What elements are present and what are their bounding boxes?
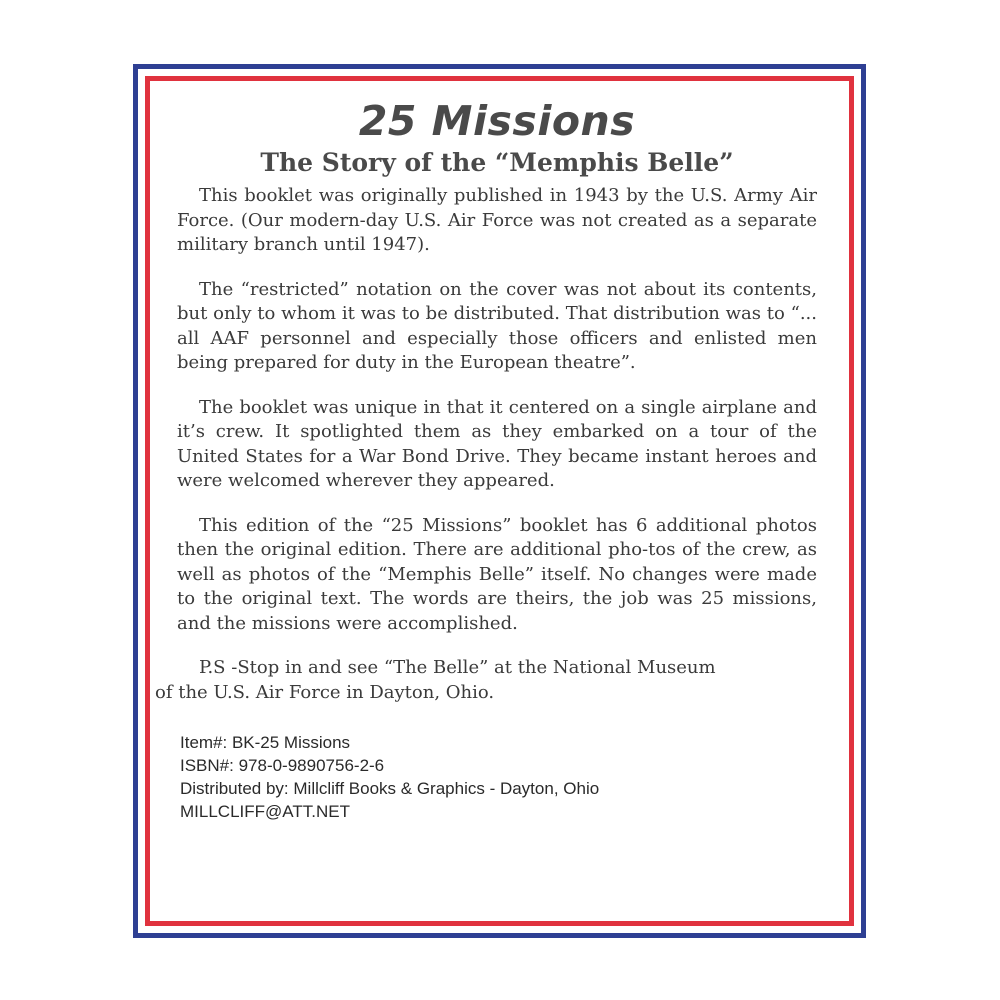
document-content xyxy=(155,96,817,823)
distributor: Distributed by: Millcliff Books & Graphics - Dayton, Ohio xyxy=(180,779,600,798)
postscript-line-2: of the U.S. Air Force in Dayton, Ohio. xyxy=(155,681,495,703)
item-number: Item#: BK-25 Missions xyxy=(180,733,351,752)
paragraph-3: The booklet was unique in that it centered on a single airplane and it’s crew. It spotlighted them as they embarked on a tour of the United States for a War Bond Drive. They became instant heroes and were welcomed wherever they appeared. xyxy=(177,396,817,491)
isbn-number: ISBN#: 978-0-9890756-2-6 xyxy=(180,756,385,775)
paragraph-1: This booklet was originally published in 1943 by the U.S. Army Air Force. (Our modern-day U.S. Air Force was not created as a separate military branch until 1947). xyxy=(177,185,817,255)
document-title: 25 Missions xyxy=(358,97,636,145)
postscript-line-1: P.S -Stop in and see “The Belle” at the National Museum xyxy=(199,657,716,678)
paragraph-2: The “restricted” notation on the cover was not about its contents, but only to whom it was to be distributed. That distribution was to “... all AAF personnel and especially those officers and enlisted men being prepared for duty in the European theatre”. xyxy=(177,278,817,373)
paragraph-4: This edition of the “25 Missions” booklet has 6 additional photos then the original edition. There are additional pho-tos of the crew, as well as photos of the “Memphis Belle” itself. No changes were made to the original text. The words are theirs, the job was 25 missions, and the missions were accomplished. xyxy=(177,514,817,634)
product-details xyxy=(177,731,817,823)
contact-email: MILLCLIFF@ATT.NET xyxy=(180,802,350,821)
document-subtitle: The Story of the “Memphis Belle” xyxy=(260,148,734,177)
postscript xyxy=(155,656,817,705)
